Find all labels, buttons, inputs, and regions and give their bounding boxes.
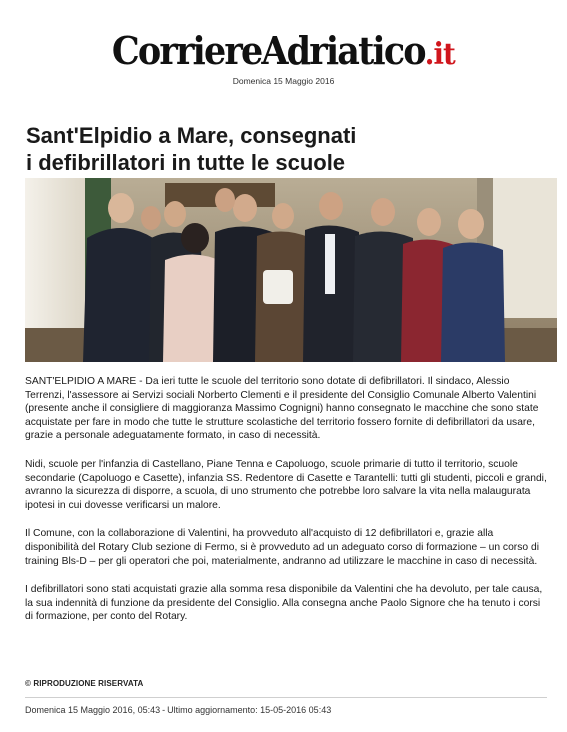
masthead xyxy=(0,28,567,73)
article-title xyxy=(26,122,546,176)
article-paragraph: SANT'ELPIDIO A MARE - Da ieri tutte le scuole del territorio sono dotate di defibrillatori. Il sindaco, Alessio Terrenzi, l'assessore ai Servizi sociali Norberto Clementi e il presidente del Consiglio Comunale Alberto Valentini (presente anche il consigliere di maggioranza Massimo Cognigni) hanno consegnato le macchine che sono state acquistate per fare in modo che tutte le strutture scolastiche del territorio fossero fornite di defibrillatori da usare, grazie a personale adeguatamente formato, in caso di necessità. xyxy=(25,376,539,442)
article-title-line-2: i defibrillatori in tutte le scuole xyxy=(26,150,346,175)
info-separator: - xyxy=(162,705,166,715)
published-date: Domenica 15 Maggio 2016, 05:43 xyxy=(25,705,161,715)
footer-divider xyxy=(25,697,547,698)
logo-main-text: CorriereAdriatico xyxy=(112,28,425,73)
article-paragraph: Il Comune, con la collaborazione di Valentini, ha provveduto all'acquisto di 12 defibrillatori e, grazie alla disponibilità del Rotary Club sezione di Fermo, si è provveduto ad un adeguato corso di formazione – un corso di training Bls-D – per gli operatori che poi, materialmente, andranno ad utilizzare le macchine in caso di necessità. xyxy=(25,528,539,567)
article-paragraph: Nidi, scuole per l'infanzia di Castellano, Piane Tenna e Capoluogo, scuole primarie di tutto il territorio, scuole secondarie (Capoluogo e Casette), infanzia SS. Redentore di Casette e Tarantelli: tutti gli studenti, piccoli e grandi, avranno la sicurezza di disporre, a scuola, di uno strumento che potrebbe loro salvare la vita nella malaugurata ipotesi in cui dovesse verificarsi un malore. xyxy=(25,458,547,511)
copyright-notice: © RIPRODUZIONE RISERVATA xyxy=(25,679,144,688)
article-paragraph: I defibrillatori sono stati acquistati grazie alla somma resa disponibile da Valentini che ha devoluto, per tale causa, la sua indennità di funzione da presidente del Consiglio. Alla consegna anche Paolo Signore che ha tenuto i corsi di formazione, per conto del Rotary. xyxy=(25,584,543,623)
publication-info xyxy=(25,705,331,715)
logo-tld-text: .it xyxy=(424,37,455,72)
article-title-line-1: Sant'Elpidio a Mare, consegnati xyxy=(26,123,357,148)
masthead-date: Domenica 15 Maggio 2016 xyxy=(232,76,335,86)
site-logo[interactable] xyxy=(112,28,455,73)
article-body xyxy=(25,375,547,639)
updated-date: Ultimo aggiornamento: 15-05-2016 05:43 xyxy=(167,705,332,715)
article-photo xyxy=(25,178,557,362)
